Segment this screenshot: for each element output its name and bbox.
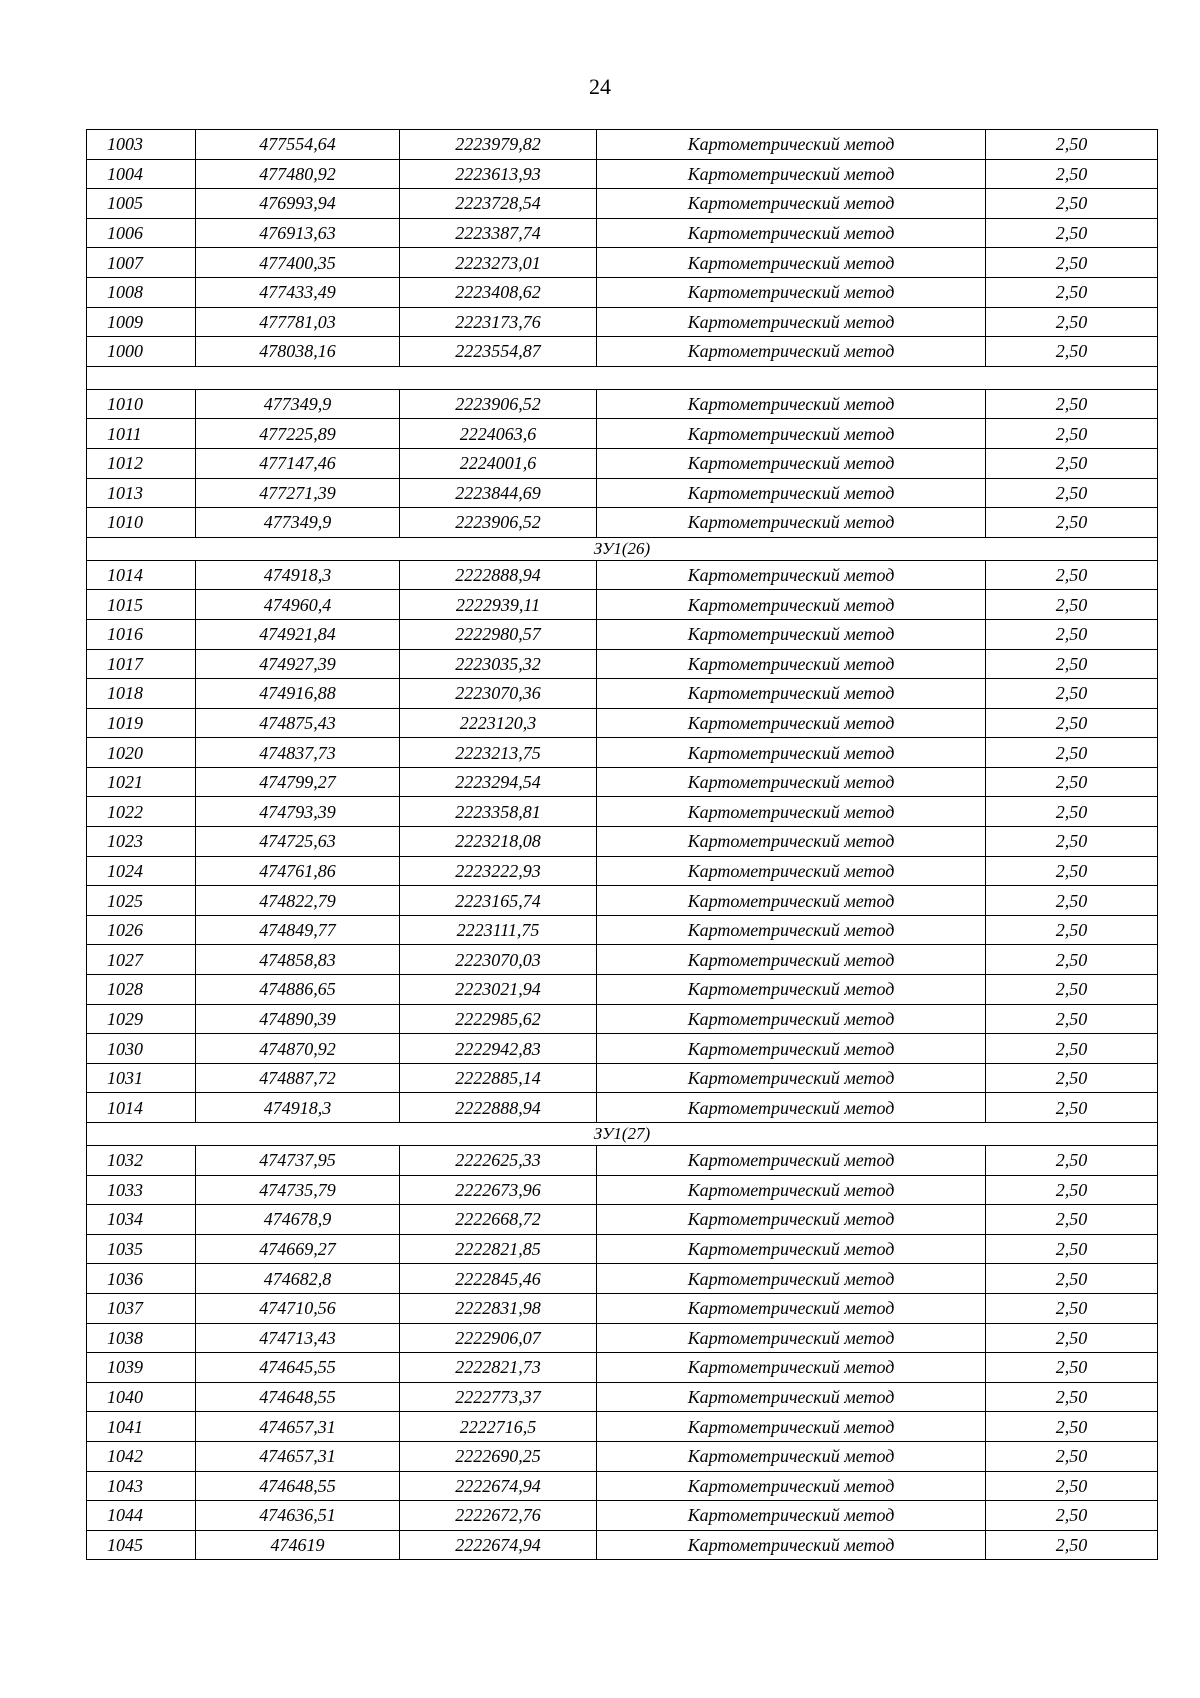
point-number-cell: 1003 (87, 130, 196, 160)
x-coordinate-cell: 474875,43 (196, 708, 400, 738)
point-number-cell: 1018 (87, 679, 196, 709)
table-row (87, 590, 1158, 620)
y-coordinate-cell: 2223070,03 (400, 945, 597, 975)
point-number-cell: 1019 (87, 708, 196, 738)
y-coordinate-cell: 2222625,33 (400, 1146, 597, 1176)
accuracy-cell: 2,50 (986, 1530, 1158, 1560)
point-number-cell: 1029 (87, 1004, 196, 1034)
point-number-cell: 1014 (87, 560, 196, 590)
x-coordinate-cell: 477147,46 (196, 448, 400, 478)
point-number-cell: 1011 (87, 419, 196, 449)
accuracy-cell: 2,50 (986, 1293, 1158, 1323)
x-coordinate-cell: 474710,56 (196, 1293, 400, 1323)
point-number-cell: 1026 (87, 915, 196, 945)
accuracy-cell: 2,50 (986, 1175, 1158, 1205)
y-coordinate-cell: 2223613,93 (400, 159, 597, 189)
y-coordinate-cell: 2223906,52 (400, 508, 597, 538)
table-row (87, 886, 1158, 916)
accuracy-cell: 2,50 (986, 945, 1158, 975)
point-number-cell: 1020 (87, 738, 196, 768)
table-row (87, 945, 1158, 975)
x-coordinate-cell: 474669,27 (196, 1234, 400, 1264)
x-coordinate-cell: 474735,79 (196, 1175, 400, 1205)
table-row (87, 1382, 1158, 1412)
accuracy-cell: 2,50 (986, 738, 1158, 768)
accuracy-cell: 2,50 (986, 1063, 1158, 1093)
table-row (87, 1175, 1158, 1205)
table-row (87, 277, 1158, 307)
method-cell: Картометрический метод (597, 389, 986, 419)
table-row (87, 307, 1158, 337)
point-number-cell: 1007 (87, 248, 196, 278)
x-coordinate-cell: 474890,39 (196, 1004, 400, 1034)
table-row (87, 1293, 1158, 1323)
table-row (87, 448, 1158, 478)
accuracy-cell: 2,50 (986, 508, 1158, 538)
x-coordinate-cell: 474960,4 (196, 590, 400, 620)
method-cell: Картометрический метод (597, 1501, 986, 1531)
method-cell: Картометрический метод (597, 478, 986, 508)
point-number-cell: 1024 (87, 856, 196, 886)
method-cell: Картометрический метод (597, 738, 986, 768)
table-row (87, 767, 1158, 797)
method-cell: Картометрический метод (597, 1175, 986, 1205)
x-coordinate-cell: 474619 (196, 1530, 400, 1560)
table-row (87, 679, 1158, 709)
accuracy-cell: 2,50 (986, 1034, 1158, 1064)
x-coordinate-cell: 474657,31 (196, 1412, 400, 1442)
method-cell: Картометрический метод (597, 508, 986, 538)
table-row (87, 560, 1158, 590)
point-number-cell: 1045 (87, 1530, 196, 1560)
y-coordinate-cell: 2222821,85 (400, 1234, 597, 1264)
method-cell: Картометрический метод (597, 1093, 986, 1123)
point-number-cell: 1035 (87, 1234, 196, 1264)
accuracy-cell: 2,50 (986, 337, 1158, 367)
method-cell: Картометрический метод (597, 448, 986, 478)
x-coordinate-cell: 474678,9 (196, 1205, 400, 1235)
accuracy-cell: 2,50 (986, 1093, 1158, 1123)
point-number-cell: 1042 (87, 1441, 196, 1471)
method-cell: Картометрический метод (597, 277, 986, 307)
method-cell: Картометрический метод (597, 1530, 986, 1560)
method-cell: Картометрический метод (597, 856, 986, 886)
x-coordinate-cell: 474870,92 (196, 1034, 400, 1064)
accuracy-cell: 2,50 (986, 1441, 1158, 1471)
point-number-cell: 1040 (87, 1382, 196, 1412)
table-row (87, 1412, 1158, 1442)
method-cell: Картометрический метод (597, 1382, 986, 1412)
x-coordinate-cell: 474793,39 (196, 797, 400, 827)
method-cell: Картометрический метод (597, 189, 986, 219)
y-coordinate-cell: 2223408,62 (400, 277, 597, 307)
method-cell: Картометрический метод (597, 1441, 986, 1471)
page-number: 24 (589, 74, 611, 99)
point-number-cell: 1006 (87, 218, 196, 248)
x-coordinate-cell: 474927,39 (196, 649, 400, 679)
accuracy-cell: 2,50 (986, 159, 1158, 189)
accuracy-cell: 2,50 (986, 218, 1158, 248)
x-coordinate-cell: 474648,55 (196, 1382, 400, 1412)
y-coordinate-cell: 2222906,07 (400, 1323, 597, 1353)
point-number-cell: 1034 (87, 1205, 196, 1235)
accuracy-cell: 2,50 (986, 649, 1158, 679)
table-row (87, 189, 1158, 219)
point-number-cell: 1000 (87, 337, 196, 367)
table-row (87, 389, 1158, 419)
point-number-cell: 1028 (87, 975, 196, 1005)
method-cell: Картометрический метод (597, 1471, 986, 1501)
method-cell: Картометрический метод (597, 649, 986, 679)
method-cell: Картометрический метод (597, 945, 986, 975)
method-cell: Картометрический метод (597, 1205, 986, 1235)
method-cell: Картометрический метод (597, 1034, 986, 1064)
x-coordinate-cell: 477433,49 (196, 277, 400, 307)
y-coordinate-cell: 2222773,37 (400, 1382, 597, 1412)
table-row (87, 1530, 1158, 1560)
accuracy-cell: 2,50 (986, 915, 1158, 945)
y-coordinate-cell: 2223554,87 (400, 337, 597, 367)
method-cell: Картометрический метод (597, 886, 986, 916)
x-coordinate-cell: 476913,63 (196, 218, 400, 248)
y-coordinate-cell: 2223173,76 (400, 307, 597, 337)
table-row (87, 478, 1158, 508)
point-number-cell: 1036 (87, 1264, 196, 1294)
method-cell: Картометрический метод (597, 1234, 986, 1264)
coordinates-table-body (87, 130, 1158, 1560)
y-coordinate-cell: 2223273,01 (400, 248, 597, 278)
point-number-cell: 1010 (87, 508, 196, 538)
method-cell: Картометрический метод (597, 337, 986, 367)
accuracy-cell: 2,50 (986, 1004, 1158, 1034)
method-cell: Картометрический метод (597, 1412, 986, 1442)
y-coordinate-cell: 2222888,94 (400, 560, 597, 590)
table-row (87, 1004, 1158, 1034)
table-row (87, 797, 1158, 827)
table-row (87, 619, 1158, 649)
method-cell: Картометрический метод (597, 1063, 986, 1093)
accuracy-cell: 2,50 (986, 767, 1158, 797)
table-row (87, 649, 1158, 679)
method-cell: Картометрический метод (597, 560, 986, 590)
section-header-row (87, 366, 1158, 389)
coordinates-table (86, 129, 1158, 1560)
method-cell: Картометрический метод (597, 767, 986, 797)
accuracy-cell: 2,50 (986, 679, 1158, 709)
table-row (87, 218, 1158, 248)
point-number-cell: 1022 (87, 797, 196, 827)
method-cell: Картометрический метод (597, 1004, 986, 1034)
accuracy-cell: 2,50 (986, 590, 1158, 620)
y-coordinate-cell: 2222888,94 (400, 1093, 597, 1123)
y-coordinate-cell: 2223165,74 (400, 886, 597, 916)
point-number-cell: 1032 (87, 1146, 196, 1176)
x-coordinate-cell: 477480,92 (196, 159, 400, 189)
table-row (87, 1093, 1158, 1123)
point-number-cell: 1025 (87, 886, 196, 916)
x-coordinate-cell: 478038,16 (196, 337, 400, 367)
x-coordinate-cell: 474837,73 (196, 738, 400, 768)
accuracy-cell: 2,50 (986, 389, 1158, 419)
table-row (87, 1441, 1158, 1471)
y-coordinate-cell: 2222674,94 (400, 1471, 597, 1501)
accuracy-cell: 2,50 (986, 886, 1158, 916)
table-row (87, 1323, 1158, 1353)
point-number-cell: 1010 (87, 389, 196, 419)
section-header: ЗУ1(26) (87, 537, 1158, 560)
point-number-cell: 1030 (87, 1034, 196, 1064)
x-coordinate-cell: 474648,55 (196, 1471, 400, 1501)
point-number-cell: 1016 (87, 619, 196, 649)
table-row (87, 975, 1158, 1005)
point-number-cell: 1043 (87, 1471, 196, 1501)
method-cell: Картометрический метод (597, 218, 986, 248)
x-coordinate-cell: 474636,51 (196, 1501, 400, 1531)
x-coordinate-cell: 474799,27 (196, 767, 400, 797)
x-coordinate-cell: 474886,65 (196, 975, 400, 1005)
accuracy-cell: 2,50 (986, 975, 1158, 1005)
accuracy-cell: 2,50 (986, 307, 1158, 337)
y-coordinate-cell: 2223728,54 (400, 189, 597, 219)
point-number-cell: 1009 (87, 307, 196, 337)
method-cell: Картометрический метод (597, 159, 986, 189)
y-coordinate-cell: 2222674,94 (400, 1530, 597, 1560)
method-cell: Картометрический метод (597, 679, 986, 709)
table-row (87, 1146, 1158, 1176)
y-coordinate-cell: 2224063,6 (400, 419, 597, 449)
y-coordinate-cell: 2223035,32 (400, 649, 597, 679)
y-coordinate-cell: 2222980,57 (400, 619, 597, 649)
y-coordinate-cell: 2222673,96 (400, 1175, 597, 1205)
accuracy-cell: 2,50 (986, 1501, 1158, 1531)
accuracy-cell: 2,50 (986, 1412, 1158, 1442)
method-cell: Картометрический метод (597, 1264, 986, 1294)
point-number-cell: 1038 (87, 1323, 196, 1353)
x-coordinate-cell: 474858,83 (196, 945, 400, 975)
accuracy-cell: 2,50 (986, 1205, 1158, 1235)
table-row (87, 130, 1158, 160)
accuracy-cell: 2,50 (986, 277, 1158, 307)
point-number-cell: 1037 (87, 1293, 196, 1323)
accuracy-cell: 2,50 (986, 1264, 1158, 1294)
x-coordinate-cell: 474713,43 (196, 1323, 400, 1353)
section-header-row (87, 1123, 1158, 1146)
point-number-cell: 1015 (87, 590, 196, 620)
y-coordinate-cell: 2224001,6 (400, 448, 597, 478)
accuracy-cell: 2,50 (986, 619, 1158, 649)
point-number-cell: 1039 (87, 1353, 196, 1383)
y-coordinate-cell: 2222716,5 (400, 1412, 597, 1442)
y-coordinate-cell: 2222672,76 (400, 1501, 597, 1531)
y-coordinate-cell: 2223979,82 (400, 130, 597, 160)
accuracy-cell: 2,50 (986, 478, 1158, 508)
method-cell: Картометрический метод (597, 915, 986, 945)
y-coordinate-cell: 2222690,25 (400, 1441, 597, 1471)
section-header (87, 366, 1158, 389)
x-coordinate-cell: 474918,3 (196, 1093, 400, 1123)
y-coordinate-cell: 2223222,93 (400, 856, 597, 886)
y-coordinate-cell: 2223111,75 (400, 915, 597, 945)
y-coordinate-cell: 2222668,72 (400, 1205, 597, 1235)
x-coordinate-cell: 477349,9 (196, 389, 400, 419)
y-coordinate-cell: 2223844,69 (400, 478, 597, 508)
table-row (87, 337, 1158, 367)
accuracy-cell: 2,50 (986, 827, 1158, 857)
accuracy-cell: 2,50 (986, 560, 1158, 590)
x-coordinate-cell: 474921,84 (196, 619, 400, 649)
x-coordinate-cell: 474737,95 (196, 1146, 400, 1176)
table-row (87, 248, 1158, 278)
accuracy-cell: 2,50 (986, 1471, 1158, 1501)
accuracy-cell: 2,50 (986, 1146, 1158, 1176)
point-number-cell: 1005 (87, 189, 196, 219)
table-row (87, 1501, 1158, 1531)
point-number-cell: 1031 (87, 1063, 196, 1093)
accuracy-cell: 2,50 (986, 797, 1158, 827)
point-number-cell: 1012 (87, 448, 196, 478)
x-coordinate-cell: 477271,39 (196, 478, 400, 508)
point-number-cell: 1044 (87, 1501, 196, 1531)
method-cell: Картометрический метод (597, 1293, 986, 1323)
table-row (87, 856, 1158, 886)
x-coordinate-cell: 477400,35 (196, 248, 400, 278)
point-number-cell: 1041 (87, 1412, 196, 1442)
accuracy-cell: 2,50 (986, 419, 1158, 449)
y-coordinate-cell: 2222885,14 (400, 1063, 597, 1093)
method-cell: Картометрический метод (597, 619, 986, 649)
table-row (87, 915, 1158, 945)
y-coordinate-cell: 2223294,54 (400, 767, 597, 797)
x-coordinate-cell: 474916,88 (196, 679, 400, 709)
point-number-cell: 1008 (87, 277, 196, 307)
x-coordinate-cell: 474918,3 (196, 560, 400, 590)
method-cell: Картометрический метод (597, 1146, 986, 1176)
x-coordinate-cell: 474849,77 (196, 915, 400, 945)
y-coordinate-cell: 2222845,46 (400, 1264, 597, 1294)
point-number-cell: 1004 (87, 159, 196, 189)
table-row (87, 1034, 1158, 1064)
point-number-cell: 1027 (87, 945, 196, 975)
y-coordinate-cell: 2223070,36 (400, 679, 597, 709)
y-coordinate-cell: 2222821,73 (400, 1353, 597, 1383)
y-coordinate-cell: 2222985,62 (400, 1004, 597, 1034)
method-cell: Картометрический метод (597, 708, 986, 738)
x-coordinate-cell: 474657,31 (196, 1441, 400, 1471)
section-header: ЗУ1(27) (87, 1123, 1158, 1146)
table-row (87, 708, 1158, 738)
accuracy-cell: 2,50 (986, 708, 1158, 738)
x-coordinate-cell: 476993,94 (196, 189, 400, 219)
section-header-row (87, 537, 1158, 560)
y-coordinate-cell: 2223358,81 (400, 797, 597, 827)
point-number-cell: 1033 (87, 1175, 196, 1205)
table-row (87, 738, 1158, 768)
table-row (87, 1471, 1158, 1501)
y-coordinate-cell: 2223906,52 (400, 389, 597, 419)
method-cell: Картометрический метод (597, 307, 986, 337)
method-cell: Картометрический метод (597, 1323, 986, 1353)
point-number-cell: 1014 (87, 1093, 196, 1123)
y-coordinate-cell: 2223120,3 (400, 708, 597, 738)
point-number-cell: 1023 (87, 827, 196, 857)
x-coordinate-cell: 474682,8 (196, 1264, 400, 1294)
method-cell: Картометрический метод (597, 1353, 986, 1383)
accuracy-cell: 2,50 (986, 1353, 1158, 1383)
accuracy-cell: 2,50 (986, 448, 1158, 478)
y-coordinate-cell: 2223213,75 (400, 738, 597, 768)
x-coordinate-cell: 474725,63 (196, 827, 400, 857)
x-coordinate-cell: 474822,79 (196, 886, 400, 916)
y-coordinate-cell: 2222831,98 (400, 1293, 597, 1323)
accuracy-cell: 2,50 (986, 1234, 1158, 1264)
table-row (87, 419, 1158, 449)
point-number-cell: 1013 (87, 478, 196, 508)
accuracy-cell: 2,50 (986, 248, 1158, 278)
x-coordinate-cell: 477225,89 (196, 419, 400, 449)
accuracy-cell: 2,50 (986, 1382, 1158, 1412)
point-number-cell: 1021 (87, 767, 196, 797)
accuracy-cell: 2,50 (986, 1323, 1158, 1353)
x-coordinate-cell: 474761,86 (196, 856, 400, 886)
accuracy-cell: 2,50 (986, 189, 1158, 219)
table-row (87, 827, 1158, 857)
accuracy-cell: 2,50 (986, 130, 1158, 160)
x-coordinate-cell: 474887,72 (196, 1063, 400, 1093)
y-coordinate-cell: 2222939,11 (400, 590, 597, 620)
table-row (87, 1063, 1158, 1093)
y-coordinate-cell: 2222942,83 (400, 1034, 597, 1064)
method-cell: Картометрический метод (597, 975, 986, 1005)
method-cell: Картометрический метод (597, 419, 986, 449)
y-coordinate-cell: 2223021,94 (400, 975, 597, 1005)
method-cell: Картометрический метод (597, 248, 986, 278)
point-number-cell: 1017 (87, 649, 196, 679)
x-coordinate-cell: 477781,03 (196, 307, 400, 337)
table-row (87, 1234, 1158, 1264)
accuracy-cell: 2,50 (986, 856, 1158, 886)
method-cell: Картометрический метод (597, 130, 986, 160)
table-row (87, 1264, 1158, 1294)
x-coordinate-cell: 477349,9 (196, 508, 400, 538)
y-coordinate-cell: 2223387,74 (400, 218, 597, 248)
table-row (87, 1353, 1158, 1383)
y-coordinate-cell: 2223218,08 (400, 827, 597, 857)
method-cell: Картометрический метод (597, 827, 986, 857)
x-coordinate-cell: 477554,64 (196, 130, 400, 160)
table-row (87, 159, 1158, 189)
method-cell: Картометрический метод (597, 797, 986, 827)
x-coordinate-cell: 474645,55 (196, 1353, 400, 1383)
table-row (87, 508, 1158, 538)
table-row (87, 1205, 1158, 1235)
method-cell: Картометрический метод (597, 590, 986, 620)
